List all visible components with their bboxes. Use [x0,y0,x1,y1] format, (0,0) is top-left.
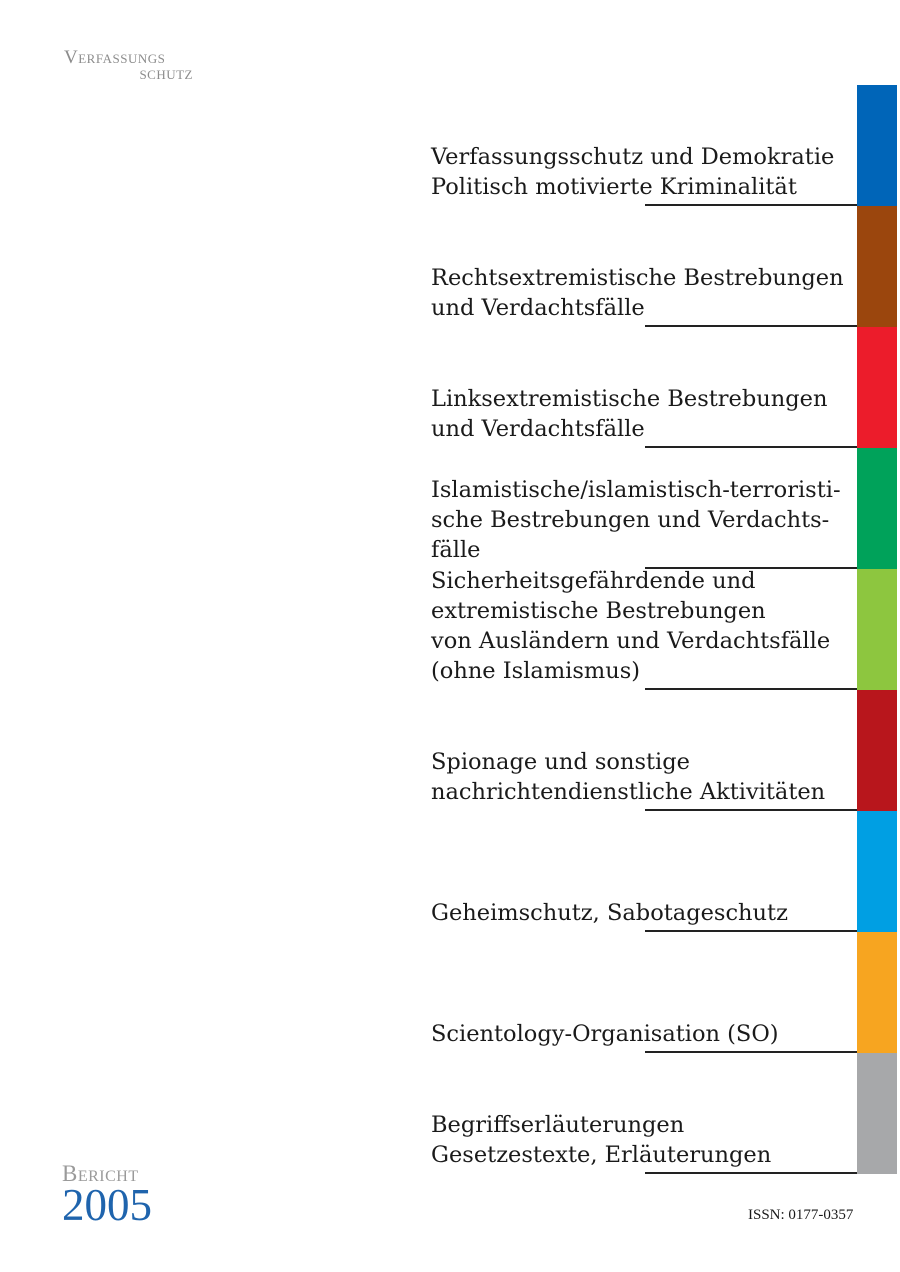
chapter-title-line: Linksextremistische Bestrebungen [431,386,828,412]
chapter-title-line: Politisch motivierte Kriminalität [431,174,797,200]
chapter-title-line: extremistische Bestrebungen [431,598,766,624]
chapter-section[interactable] [0,206,900,327]
chapter-title-line: Gesetzestexte, Erläuterungen [431,1142,772,1168]
report-label [62,1162,152,1228]
chapter-title [431,475,851,565]
chapter-section[interactable] [0,1053,900,1174]
chapter-title [431,747,851,807]
chapter-underline [645,1172,857,1174]
chapter-section[interactable] [0,327,900,448]
chapter-title [431,142,851,202]
chapter-title-line: Spionage und sonstige [431,749,690,775]
logo [64,48,193,81]
chapter-title-line: sche Bestrebungen und Verdachts- [431,507,830,533]
chapter-section[interactable] [0,811,900,932]
chapter-title-line: Sicherheitsgefährdende und [431,568,756,594]
chapter-title-line: und Verdachtsfälle [431,416,645,442]
chapter-title-line: nachrichtendienstliche Aktivitäten [431,779,826,805]
chapter-title [431,566,851,686]
chapter-color-tab[interactable] [857,811,897,932]
chapter-title [431,1019,851,1049]
chapter-color-tab[interactable] [857,690,897,811]
chapter-title-line: Scientology-Organisation (SO) [431,1021,779,1047]
chapter-color-tab[interactable] [857,448,897,569]
chapter-title [431,1110,851,1170]
issn: ISSN: 0177-0357 [748,1207,854,1223]
chapter-title-line: fälle [431,537,481,563]
chapter-color-tab[interactable] [857,206,897,327]
chapter-section[interactable] [0,85,900,206]
chapter-title-line: und Verdachtsfälle [431,295,645,321]
chapter-title-line: (ohne Islamismus) [431,658,641,684]
report-label-text: Bericht [62,1161,139,1186]
chapter-section[interactable] [0,932,900,1053]
chapter-title-line: Verfassungsschutz und Demokratie [431,144,835,170]
chapter-section[interactable] [0,448,900,569]
chapter-title-line: Rechtsextremistische Bestrebungen [431,265,844,291]
chapter-title-line: von Ausländern und Verdachtsfälle [431,628,831,654]
chapter-title [431,898,851,928]
chapter-color-tab[interactable] [857,569,897,690]
chapter-color-tab[interactable] [857,85,897,206]
chapter-title-line: Geheimschutz, Sabotageschutz [431,900,788,926]
chapter-section[interactable] [0,690,900,811]
chapter-color-tab[interactable] [857,327,897,448]
report-year: 2005 [62,1180,152,1230]
chapter-color-tab[interactable] [857,932,897,1053]
chapter-title [431,384,851,444]
chapter-title-line: Islamistische/islamistisch-terroristi- [431,477,841,503]
chapter-title-line: Begriffserläuterungen [431,1112,685,1138]
logo-line-1: Verfassungs [64,47,166,68]
chapter-section[interactable] [0,569,900,690]
chapter-title [431,263,851,323]
chapter-color-tab[interactable] [857,1053,897,1174]
logo-line-2: SCHUTZ [139,67,193,82]
